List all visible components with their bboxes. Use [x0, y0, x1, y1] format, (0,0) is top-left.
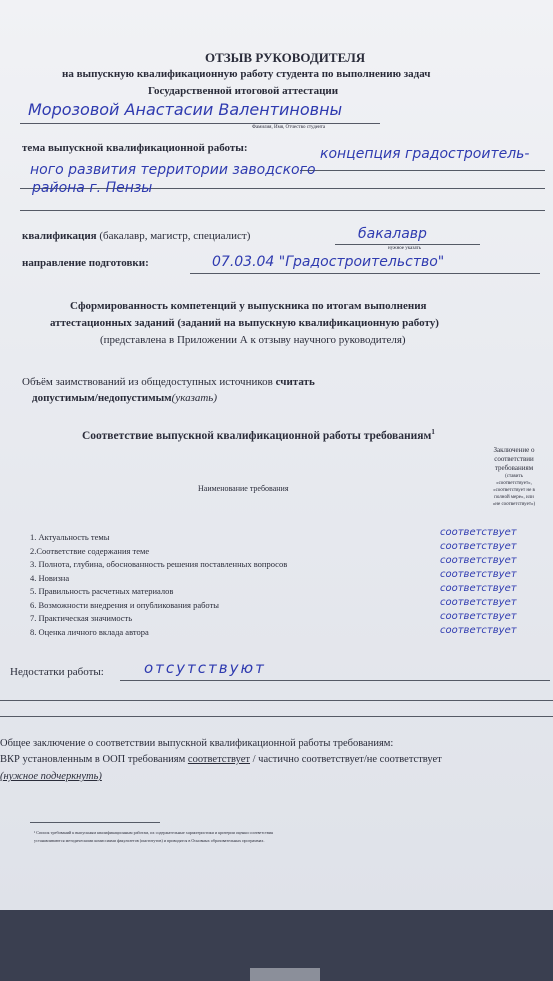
competence-line-1: Сформированность компетенций у выпускника по итогам выполнения — [70, 300, 427, 312]
requirement-item: 7. Практическая значимость — [30, 613, 133, 623]
direction-line — [190, 273, 540, 274]
conclusion-prefix: ВКР установленным в ООП требованиям — [0, 754, 186, 765]
requirement-item: 6. Возможности внедрения и опубликования работы — [30, 599, 220, 610]
student-name-caption: Фамилия, Имя, Отчество студента — [252, 125, 326, 130]
requirement-item: 5. Правильность расчетных материалов — [30, 586, 174, 596]
requirement-status: соответствует — [440, 611, 517, 622]
requirement-item: 2.Соответствие содержания теме — [30, 545, 150, 556]
shortcomings-label: Недостатки работы: — [10, 666, 104, 678]
footnote-separator — [30, 822, 160, 823]
requirement-status: соответствует — [440, 527, 517, 538]
doc-subtitle-2: Государственной итоговой аттестации — [148, 85, 339, 97]
topic-label: тема выпускной квалификационной работы: — [22, 142, 248, 154]
competence-line-3: (представлена в Приложении А к отзыву научного руководителя) — [100, 334, 406, 346]
requirements-status-list — [440, 527, 552, 639]
conclusion-header-line: требованиям — [494, 464, 534, 472]
topic-value-1: концепция градостроитель- — [320, 146, 530, 162]
conclusion-header-line: (ставить — [505, 474, 523, 479]
borrowing-options: допустимым/недопустимым — [32, 392, 172, 404]
footnote-line-1: ¹ Список требований к выпускным квалификационным работам, их содержательные характеристики и критерии оценки соответствия — [34, 830, 273, 835]
conclusion-header-line: полной мере», или — [494, 495, 534, 500]
conclusion-header-line: Заключение о — [493, 446, 535, 454]
qualification-line — [335, 244, 480, 245]
doc-title: ОТЗЫВ РУКОВОДИТЕЛЯ — [205, 50, 366, 65]
conclusion-line-2 — [0, 754, 442, 765]
requirement-status: соответствует — [440, 625, 517, 636]
footnote-line-2: устанавливаются методическими комиссиями факультетов (институтов) и приводятся в Основных образовательных программах. — [34, 838, 265, 843]
requirement-name-header: Наименование требования — [198, 484, 289, 493]
qualification-caption: нужное указать — [388, 246, 421, 251]
student-name: Морозовой Анастасии Валентиновны — [28, 100, 343, 119]
shortcomings-line-3 — [0, 716, 553, 717]
doc-subtitle-1: на выпускную квалификационную работу студента по выполнению задач — [62, 68, 431, 80]
direction-value: 07.03.04 "Градостроительство" — [212, 254, 445, 270]
shortcomings-value: отсутствуют — [144, 659, 266, 677]
conclusion-header-line: «соответствует», — [496, 481, 532, 486]
student-name-line — [20, 123, 380, 124]
borrowing-hint: (указать) — [171, 392, 217, 404]
topic-value-2: ного развития территории заводского — [30, 162, 316, 178]
qualification-label-bold: квалификация — [22, 230, 97, 242]
requirement-status: соответствует — [440, 569, 517, 580]
topic-line-1 — [300, 170, 545, 171]
binder-tab — [250, 968, 320, 981]
requirement-status: соответствует — [440, 597, 517, 608]
competence-line-2: аттестационных заданий (заданий на выпускную квалификационную работу) — [50, 317, 439, 329]
requirement-item: 4. Новизна — [30, 572, 70, 583]
requirement-item: 1. Актуальность темы — [30, 532, 110, 542]
borrowing-line-1 — [22, 376, 315, 388]
requirement-item: 3. Полнота, глубина, обоснованность решения поставленных вопросов — [30, 559, 288, 569]
conclusion-other-options: / частично соответствует/не соответствует — [252, 754, 442, 765]
conclusion-header-line: соответствии — [494, 455, 534, 463]
conclusion-line-1: Общее заключение о соответствии выпускной квалификационной работы требованиям: — [0, 738, 394, 749]
requirements-footnote-mark: 1 — [431, 428, 435, 436]
topic-value-3: района г. Пензы — [32, 180, 153, 196]
shortcomings-line-1 — [120, 680, 550, 681]
borrowing-line-2 — [32, 392, 217, 404]
borrowing-consider: считать — [275, 376, 315, 388]
requirement-status: соответствует — [440, 583, 517, 594]
borrowing-text: Объём заимствований из общедоступных источников — [22, 376, 273, 388]
conclusion-selected: соответствует — [187, 754, 250, 765]
shortcomings-line-2 — [0, 700, 553, 701]
qualification-value: бакалавр — [358, 226, 427, 242]
conclusion-header-line: «соответствует не в — [493, 488, 535, 493]
conclusion-hint: (нужное подчеркнуть) — [0, 771, 102, 782]
requirement-status: соответствует — [440, 541, 517, 552]
requirements-list — [30, 532, 470, 640]
requirement-status: соответствует — [440, 555, 517, 566]
requirements-title-text: Соответствие выпускной квалификационной работы требованиям — [82, 429, 432, 442]
qualification-label — [22, 230, 250, 242]
requirement-item: 8. Оценка личного вклада автора — [30, 626, 149, 637]
topic-line-3 — [20, 210, 545, 211]
conclusion-header — [478, 446, 550, 508]
requirements-title — [82, 428, 435, 442]
conclusion-header-line: «не соответствует») — [492, 502, 536, 507]
qualification-label-rest: (бакалавр, магистр, специалист) — [99, 230, 251, 242]
direction-label: направление подготовки: — [22, 257, 149, 269]
